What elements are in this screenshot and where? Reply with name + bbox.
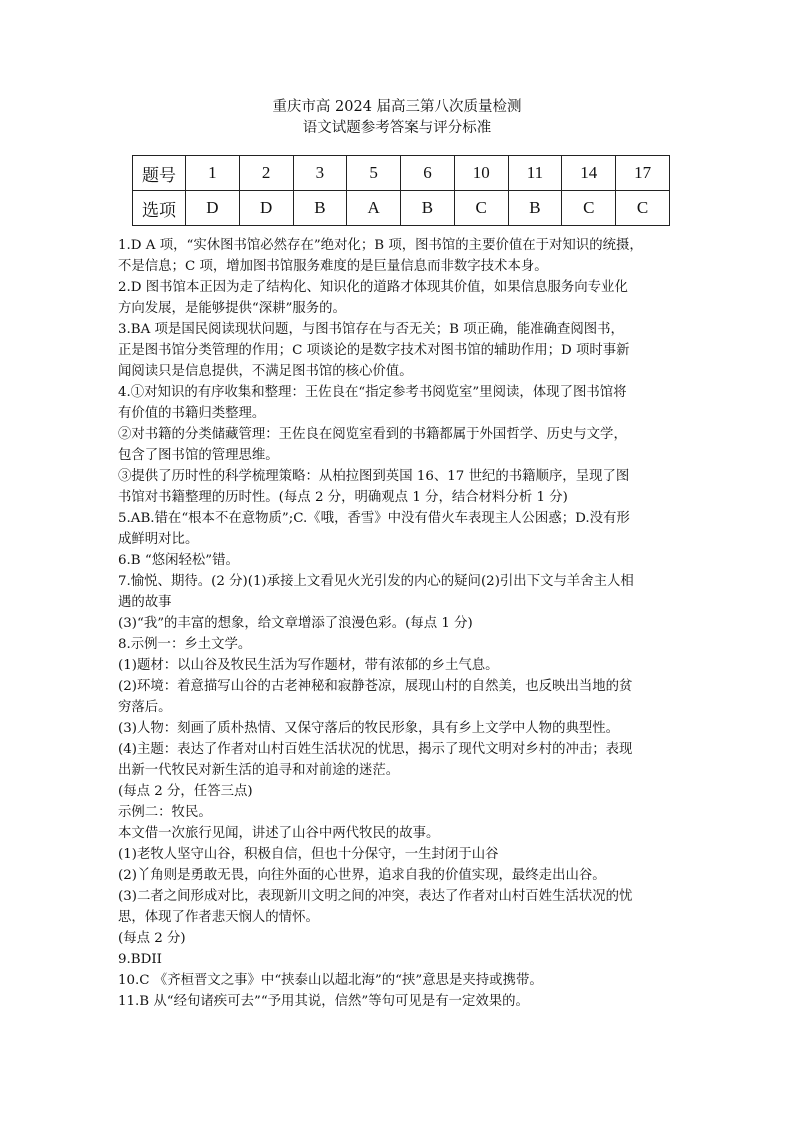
question-number-cell: 17 bbox=[616, 156, 670, 191]
question-number-row bbox=[133, 156, 670, 191]
text-line: (1)题材：以山谷及牧民生活为写作题材，带有浓郁的乡土气息。 bbox=[118, 658, 499, 673]
text-line: (2)丫角则是勇敢无畏，向往外面的心世界，追求自我的价值实现，最终走出山谷。 bbox=[118, 868, 606, 883]
text-line: (3)人物：刻画了质朴热情、又保守落后的牧民形象，具有乡上文学中人物的典型性。 bbox=[118, 721, 620, 736]
answer-option-cell: C bbox=[562, 191, 616, 226]
text-line: 正是图书馆分类管理的作用；C 项谈论的是数字技术对图书馆的辅助作用；D 项时事新 bbox=[118, 343, 630, 358]
text-line: 有价值的书籍归类整理。 bbox=[118, 406, 266, 421]
question-number-cell: 14 bbox=[562, 156, 616, 191]
text-line: ②对书籍的分类储藏管理：王佐良在阅览室看到的书籍都属于外国哲学、历史与文学， bbox=[118, 427, 627, 442]
answer-key-table bbox=[132, 155, 670, 226]
answer-explanations bbox=[118, 235, 690, 1012]
text-line: 成鲜明对比。 bbox=[118, 532, 199, 547]
question-number-cell: 6 bbox=[401, 156, 455, 191]
answer-option-cell: C bbox=[616, 191, 670, 226]
text-line: 2.D 图书馆本正因为走了结构化、知识化的道路才体现其价值，如果信息服务向专业化 bbox=[118, 280, 628, 295]
text-line: 1.D A 项，“实休图书馆必然存在”绝对化；B 项，图书馆的主要价值在于对知识的统摄， bbox=[118, 238, 643, 253]
text-line: 思，体现了作者悲天悯人的情怀。 bbox=[118, 910, 319, 925]
text-line: 9.BDII bbox=[118, 952, 162, 967]
question-number-cell: 1 bbox=[186, 156, 240, 191]
text-line: 7.愉悦、期待。(2 分)(1)承接上文看见火光引发的内心的疑问(2)引出下文与羊舍主人相 bbox=[118, 574, 634, 589]
question-number-cell: 2 bbox=[239, 156, 293, 191]
text-line: 穷落后。 bbox=[118, 700, 172, 715]
text-line: 10.C 《齐桓晋文之事》中“挟泰山以超北海”的“挟”意思是夹持或携带。 bbox=[118, 973, 543, 988]
answer-option-row bbox=[133, 191, 670, 226]
text-line: 闻阅读只是信息提供，不满足图书馆的核心价值。 bbox=[118, 364, 413, 379]
text-line: (3)二者之间形成对比，表现新川文明之间的冲突，表达了作者对山村百姓生活状况的忧 bbox=[118, 889, 633, 904]
answer-option-cell: B bbox=[293, 191, 347, 226]
text-line: (4)主题：表达了作者对山村百姓生活状况的忧思，揭示了现代文明对乡村的冲击；表现 bbox=[118, 742, 633, 757]
question-number-cell: 3 bbox=[293, 156, 347, 191]
text-line: 3.BA 项是国民阅读现状问题，与图书馆存在与否无关；B 项正确，能准确查阅图书， bbox=[118, 322, 624, 337]
text-line: 不是信息；C 项，增加图书馆服务难度的是巨量信息而非数字技术本身。 bbox=[118, 259, 548, 274]
question-number-cell: 5 bbox=[347, 156, 401, 191]
answer-option-cell: D bbox=[186, 191, 240, 226]
text-line: 本文借一次旅行见闻，讲述了山谷中两代牧民的故事。 bbox=[118, 826, 440, 841]
text-line: (每点 2 分，任答三点) bbox=[118, 784, 253, 799]
text-line: 11.B 从“经旬诸疾可去”“予用其说，信然”等句可见是有一定效果的。 bbox=[118, 994, 529, 1009]
document-subtitle: 语文试题参考答案与评分标准 bbox=[302, 120, 492, 136]
question-number-cell: 10 bbox=[454, 156, 508, 191]
text-line: (2)环境：着意描写山谷的古老神秘和寂静苍凉，展现山村的自然美，也反映出当地的贫 bbox=[118, 679, 633, 694]
answer-option-cell: D bbox=[239, 191, 293, 226]
question-number-cell: 11 bbox=[508, 156, 562, 191]
document-title: 重庆市高 2024 届高三第八次质量检测 bbox=[272, 99, 522, 115]
row-label-option: 选项 bbox=[133, 191, 186, 226]
text-line: 8.示例一：乡土文学。 bbox=[118, 637, 252, 652]
text-line: (1)老牧人坚守山谷，积极自信，但也十分保守，一生封闭于山谷 bbox=[118, 847, 499, 862]
answer-option-cell: B bbox=[401, 191, 455, 226]
answer-option-cell: A bbox=[347, 191, 401, 226]
text-line: 包含了图书馆的管理思维。 bbox=[118, 448, 279, 463]
text-line: 出新一代牧民对新生活的追寻和对前途的迷茫。 bbox=[118, 763, 400, 778]
text-line: ③提供了历时性的科学梳理策略：从柏拉图到英国 16、17 世纪的书籍顺序，呈现了图 bbox=[118, 469, 630, 484]
answer-option-cell: C bbox=[454, 191, 508, 226]
text-line: 6.B “悠闲轻松”错。 bbox=[118, 553, 239, 568]
answer-option-cell: B bbox=[508, 191, 562, 226]
text-line: 示例二：牧民。 bbox=[118, 805, 212, 820]
row-label-question-number: 题号 bbox=[133, 156, 186, 191]
text-line: (每点 2 分) bbox=[118, 931, 186, 946]
text-line: 遇的故事 bbox=[118, 595, 172, 610]
text-line: (3)“我”的丰富的想象，给文章增添了浪漫色彩。(每点 1 分) bbox=[118, 616, 473, 631]
text-line: 4.①对知识的有序收集和整理：王佐良在“指定参考书阅览室”里阅读，体现了图书馆将 bbox=[118, 385, 627, 400]
text-line: 5.AB.错在“根本不在意物质”;C.《哦，香雪》中没有借火车表现主人公困惑；D.没有形 bbox=[118, 511, 630, 526]
text-line: 书馆对书籍整理的历时性。(每点 2 分，明确观点 1 分，结合材料分析 1 分) bbox=[118, 490, 568, 505]
text-line: 方向发展，是能够提供“深耕”服务的。 bbox=[118, 301, 346, 316]
